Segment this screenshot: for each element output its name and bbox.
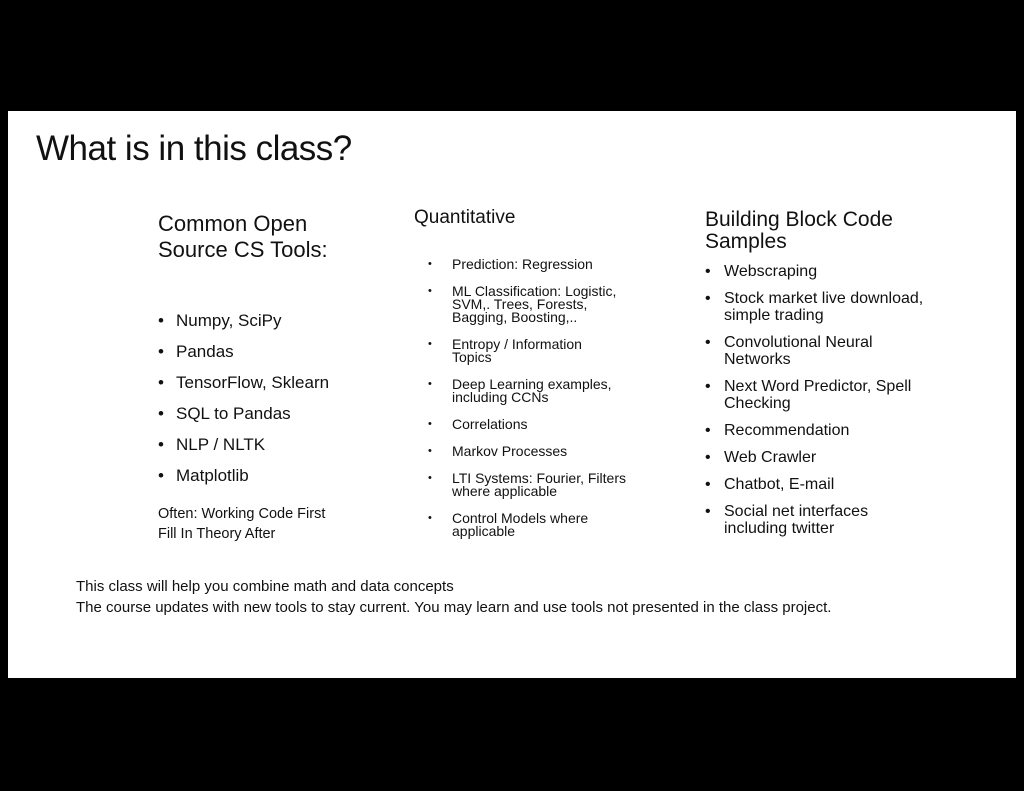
list-item bbox=[705, 449, 965, 466]
item-line: • LTI Systems: Fourier, Filters bbox=[452, 470, 626, 486]
code-samples-list bbox=[705, 263, 965, 537]
list-item bbox=[414, 285, 664, 324]
item-line: Topics bbox=[452, 349, 492, 365]
note-line: Fill In Theory After bbox=[158, 526, 276, 542]
item-line: • Webscraping bbox=[724, 263, 818, 280]
list-item: • SQL to Pandas bbox=[158, 404, 388, 424]
item-line: • Chatbot, E-mail bbox=[724, 476, 835, 493]
list-item: • Matplotlib bbox=[158, 466, 388, 486]
item-line: SVM,. Trees, Forests, bbox=[452, 296, 588, 312]
list-item bbox=[705, 476, 965, 493]
item-line: • Correlations bbox=[452, 416, 528, 432]
quantitative-list bbox=[414, 258, 664, 538]
list-item: • Pandas bbox=[158, 342, 388, 362]
item-line: simple trading bbox=[724, 307, 824, 324]
list-item bbox=[414, 258, 664, 271]
quantitative-heading: Quantitative bbox=[414, 207, 516, 228]
code-samples-heading bbox=[705, 209, 965, 253]
footer-line: The course updates with new tools to stay current. You may learn and use tools not presented in the class project. bbox=[76, 599, 832, 616]
item-line: • Social net interfaces bbox=[724, 503, 869, 520]
list-item: • Numpy, SciPy bbox=[158, 311, 388, 331]
list-item bbox=[414, 512, 664, 538]
list-item bbox=[705, 334, 965, 368]
list-item: • TensorFlow, Sklearn bbox=[158, 373, 388, 393]
list-item bbox=[705, 503, 965, 537]
item-line: • Recommendation bbox=[724, 422, 850, 439]
item-line: Networks bbox=[724, 351, 791, 368]
item-line: • Entropy / Information bbox=[452, 336, 582, 352]
footer-text bbox=[76, 576, 831, 618]
item-line: • Web Crawler bbox=[724, 449, 817, 466]
tools-column bbox=[158, 211, 388, 544]
item-line: applicable bbox=[452, 523, 516, 539]
list-item bbox=[705, 378, 965, 412]
list-item bbox=[705, 263, 965, 280]
list-item bbox=[414, 445, 664, 458]
item-line: including twitter bbox=[724, 520, 835, 537]
footer-line: This class will help you combine math and data concepts bbox=[76, 578, 454, 595]
item-line: • Deep Learning examples, bbox=[452, 376, 612, 392]
list-item bbox=[414, 472, 664, 498]
code-samples-heading-line: Samples bbox=[705, 230, 787, 253]
item-line: where applicable bbox=[452, 483, 558, 499]
list-item bbox=[705, 290, 965, 324]
item-line: • Markov Processes bbox=[452, 443, 568, 459]
note-line: Often: Working Code First bbox=[158, 506, 326, 522]
code-samples-heading-line: Building Block Code bbox=[705, 208, 893, 231]
item-line: Checking bbox=[724, 395, 791, 412]
item-line: including CCNs bbox=[452, 389, 549, 405]
item-line: • Convolutional Neural bbox=[724, 334, 873, 351]
list-item bbox=[414, 418, 664, 431]
slide bbox=[8, 111, 1016, 678]
list-item bbox=[414, 378, 664, 404]
item-line: • Next Word Predictor, Spell bbox=[724, 378, 912, 395]
slide-title: What is in this class? bbox=[36, 129, 352, 168]
item-line: • Stock market live download, bbox=[724, 290, 924, 307]
quantitative-column bbox=[414, 206, 664, 552]
code-samples-column bbox=[705, 209, 965, 547]
item-line: • Control Models where bbox=[452, 510, 589, 526]
list-item: • NLP / NLTK bbox=[158, 435, 388, 455]
tools-heading-line: Common Open bbox=[158, 211, 308, 236]
tools-note bbox=[158, 504, 388, 544]
item-line: • ML Classification: Logistic, bbox=[452, 283, 617, 299]
item-line: • Prediction: Regression bbox=[452, 256, 593, 272]
tools-heading bbox=[158, 211, 388, 263]
tools-list bbox=[158, 311, 388, 486]
list-item bbox=[705, 422, 965, 439]
list-item bbox=[414, 338, 664, 364]
tools-heading-line: Source CS Tools: bbox=[158, 237, 328, 262]
item-line: Bagging, Boosting,.. bbox=[452, 309, 578, 325]
